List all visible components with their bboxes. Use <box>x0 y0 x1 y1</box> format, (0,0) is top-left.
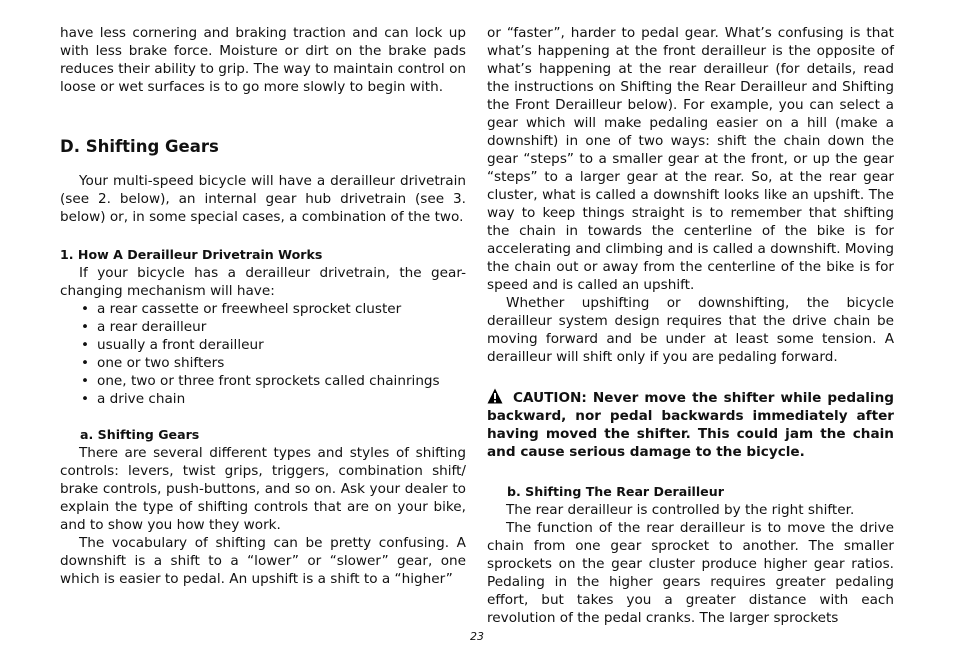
list-item: • a drive chain <box>81 391 186 407</box>
list-item: • usually a front derailleur <box>81 337 264 353</box>
shifting-paragraph-1: There are several different types and styles of shifting controls: levers, twist grips, triggers, combination shift/ brake controls, push-buttons, and so on. Ask your dealer to explain the type of shifting controls that are on your bike, and to show you how they work. <box>60 445 466 533</box>
caution-text: CAUTION: Never move the shifter while pedaling backward, nor pedal backwards immediately after having moved the shifter. This could jam the chain and cause serious damage to the bicycle. <box>487 390 894 460</box>
left-column <box>60 24 466 588</box>
component-list <box>60 300 466 408</box>
rear-derailleur-paragraph-2: The function of the rear derailleur is to move the drive chain from one gear sprocket to another. The smaller sprockets on the gear cluster produce higher gear ratios. Pedaling in the higher gears requires greater pedaling effort, but takes you a greater distance with each revolution of the pedal cranks. The larger sprockets <box>487 520 894 626</box>
list-item: • one or two shifters <box>81 355 225 371</box>
shifting-requirement-paragraph: Whether upshifting or downshifting, the bicycle derailleur system design requires that the drive chain be moving forward and be under at least some tension. A derailleur will shift only if you are pedaling forward. <box>487 295 894 365</box>
warning-triangle-icon <box>487 388 503 404</box>
page-number: 23 <box>470 630 484 643</box>
list-item: • a rear derailleur <box>81 319 207 335</box>
caution-notice <box>487 388 894 461</box>
subsection-heading-derailleur: 1. How A Derailleur Drivetrain Works <box>60 247 323 262</box>
shifting-paragraph-2: The vocabulary of shifting can be pretty confusing. A downshift is a shift to a “lower” or “slower” gear, one which is easier to pedal. An upshift is a shift to a “higher” <box>60 535 466 587</box>
continued-paragraph: or “faster”, harder to pedal gear. What’s confusing is that what’s happening at the front derailleur is the opposite of what’s happening at the rear derailleur (for details, read the instructions on Shifting the Rear Derailleur and Shifting the Front Derailleur below). For example, you can select a gear which will make pedaling easier on a hill (make a downshift) in one of two ways: shift the chain down the gear “steps” to a smaller gear at the front, or up the gear “steps” to a larger gear at the rear. So, at the rear gear cluster, what is called a downshift looks like an upshift. The way to keep things straight is to remember that shifting the chain in towards the centerline of the bike is for accelerating and climbing and is called a downshift. Moving the chain out or away from the centerline of the bike is for speed and is called an upshift. <box>487 25 894 293</box>
bullet-icon: • <box>81 355 90 371</box>
subsection-heading-rear-derailleur: b. Shifting The Rear Derailleur <box>507 484 724 499</box>
bullet-icon: • <box>81 319 90 335</box>
bullet-icon: • <box>81 337 90 353</box>
intro-paragraph: have less cornering and braking traction and can lock up with less brake force. Moisture or dirt on the brake pads reduces their ability to grip. The way to maintain control on loose or wet surfaces is to go more slowly to begin with. <box>60 25 466 95</box>
rear-derailleur-paragraph-1: The rear derailleur is controlled by the right shifter. <box>506 502 855 518</box>
list-item: • a rear cassette or freewheel sprocket cluster <box>81 301 402 317</box>
bullet-icon: • <box>81 373 90 389</box>
subsection-paragraph-derailleur: If your bicycle has a derailleur drivetrain, the gear-changing mechanism will have: <box>60 265 466 299</box>
bullet-icon: • <box>81 391 90 407</box>
list-item: • one, two or three front sprockets called chainrings <box>81 373 440 389</box>
section-heading: D. Shifting Gears <box>60 137 219 156</box>
right-column <box>487 24 894 627</box>
bullet-icon: • <box>81 301 90 317</box>
section-paragraph: Your multi-speed bicycle will have a derailleur drivetrain (see 2. below), an internal gear hub drivetrain (see 3. below) or, in some special cases, a combination of the two. <box>60 173 466 225</box>
subsection-heading-shifting-gears: a. Shifting Gears <box>80 427 200 442</box>
